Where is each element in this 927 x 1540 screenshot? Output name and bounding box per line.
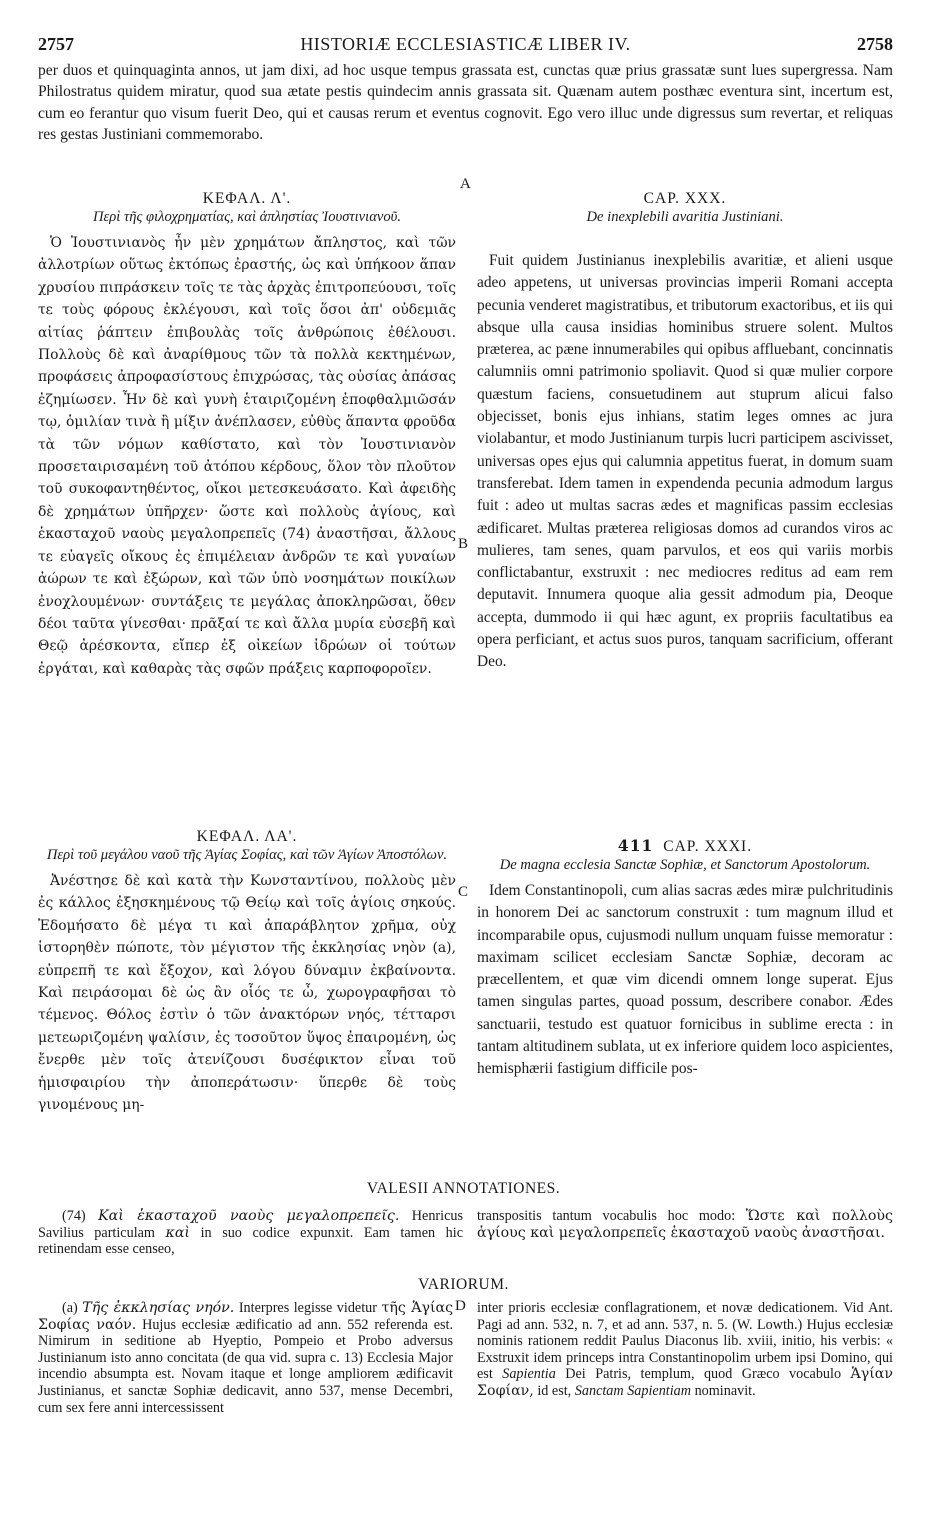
variorum-note-text-2: Hujus ecclesiæ ædificatio ad ann. 552 referenda est. Nimirum in seditione ab Hyeptio, Pompeio et Probo adversus Justinianum isto anno concitata (de qua vid. supra c. 13) Ecclesia Major incendio absumpta est. Novam itaque et longe ampliorem ædificavit Justinianus, et sanctæ Sophiæ dedicavit, anno 537, mense Decembri, cum sex fere anni intercessissent [38, 1316, 454, 1416]
running-header [38, 34, 893, 58]
margin-letter-c: C [458, 884, 469, 900]
chapter-31-greek-title: ΚΕΦΑΛ. ΛΑ'. [196, 828, 298, 845]
margin-letter-a: A [460, 176, 471, 192]
page-number-left: 2757 [38, 34, 74, 54]
valesii-note-right-text: transpositis tantum vocabulis hoc modo: [477, 1208, 736, 1224]
chapter-30-greek-subtitle: Περὶ τῆς φιλοχρηματίας, καὶ ἀπληστίας Ἰουστινιανοῦ. [93, 209, 401, 225]
margin-letter-b: B [458, 536, 469, 552]
chapter-30-latin-subtitle: De inexplebili avaritia Justiniani. [586, 209, 784, 225]
variorum-note-right-italic-2: Sanctam Sapientiam [574, 1382, 692, 1399]
chapter-30-latin-title: CAP. XXX. [643, 190, 727, 207]
valesii-note-greek-particle: καὶ [165, 1224, 190, 1241]
chapter-30-greek-title: ΚΕΦΑΛ. Λ'. [202, 190, 292, 207]
margin-letter-d: D [455, 1298, 466, 1314]
chapter-31-latin-title-text: CAP. XXXI. [663, 838, 753, 855]
valesii-note-lemma: Καὶ ἑκασταχοῦ ναοὺς μεγαλοπρεπεῖς. [98, 1208, 400, 1224]
variorum-note-right-italic-1: Sapientia [502, 1366, 556, 1383]
column-number: 411 [617, 836, 654, 855]
valesii-heading: VALESII ANNOTATIONES. [366, 1180, 561, 1197]
chapter-30-latin [477, 190, 893, 674]
valesii-note-left [38, 1208, 463, 1258]
page-number-right: 2758 [857, 34, 893, 54]
variorum-note-right-text-1: inter prioris ecclesiæ conflagrationem, et novæ dedicationem. Vid Ant. Pagi ad ann. 532, n. 7, et ad ann. 537, n. 5. (W. Lowth.) Hujus ecclesiæ nominis rationem reddit Paulus Diaconus lib. xviii, initio, his verbis: « Exstruxit idem princeps intra Constantinopolim urbem ipsi Domino, qui est [477, 1300, 893, 1383]
chapter-31-latin-subtitle: De magna ecclesia Sanctæ Sophiæ, et Sanctorum Apostolorum. [499, 857, 871, 873]
chapter-31-latin-title [477, 836, 893, 856]
variorum-note-left [38, 1300, 453, 1416]
variorum-note-label: (a) [62, 1300, 78, 1316]
valesii-note-right [477, 1208, 893, 1241]
valesii-note-right-greek: Ὥστε καὶ πολλοὺς ἁγίους καὶ μεγαλοπρεπεῖς ἑκασταχοῦ ναοὺς ἀναστῆσαι. [477, 1208, 894, 1241]
variorum-note-right-text-2: Dei Patris, templum, quod Græco vocabulo [565, 1366, 842, 1383]
running-title: HISTORIÆ ECCLESIASTICÆ LIBER IV. [300, 34, 631, 54]
variorum-heading: VARIORUM. [418, 1276, 509, 1293]
variorum-note-text-1: Interpres legisse videtur [238, 1300, 377, 1316]
variorum-note-lemma: Τῆς ἐκκλησίας νηόν. [82, 1300, 235, 1316]
valesii-note-text-2: in suo codice expunxit. Eam tamen hic retinendam esse censeo, [38, 1224, 463, 1258]
chapter-31-latin-text: Idem Constantinopoli, cum alias sacras ædes miræ pulchritudinis in honorem Dei ac sanctorum construxit : tum magnum illud et incomparabile opus, cujusmodi nullum unquam fuisse memoratur : maximam scilicet ecclesiam Sanctæ Sophiæ, decoram ac præcellentem, et quæ vim dicendi omnem longe superat. Ejus tamen singulas partes, quoad possum, describere conabor. Ædes sanctuarii, testudo est quatuor fornicibus in sublime erecta : in tantam altitudinem sublata, ut ex inferiore quidem loco aspicientes, hemisphærii fastigium difficile pos- [477, 882, 893, 1078]
variorum-note-right-greek: Ἁγίαν Σοφίαν, [477, 1366, 894, 1399]
variorum-note-greek: τῆς Ἁγίας Σοφίας ναόν. [38, 1300, 454, 1333]
chapter-30-greek-text: Ὁ Ἰουστινιανὸς ἦν μὲν χρημάτων ἄπληστος, καὶ τῶν ἀλλοτρίων οὕτως ἐκτόπως ἐραστής, ὡς καὶ ὑπήκοον ἅπαν χρυσίου πιπράσκειν τοῖς τε τὰς ἀρχὰς ἐπιτροπεύουσι, τοῖς τε τοὺς φόρους ἐκλέγουσι, καὶ τοῖς ὅσοι ἀπ' οὐδεμιᾶς αἰτίας ῥάπτειν ἐπιβουλὰς τοῖς ἀνθρώποις ἐθέλουσι. Πολλοὺς δὲ καὶ ἀναρίθμους τῶν τὰ πολλὰ κεκτημένων, προφάσεις ἀπροφασίστους ἐπιχρώσας, τὰς οὐσίας ἀπάσας ἐζημίωσεν. Ἦν δὲ καὶ γυνὴ ἑταιριζομένη ἐποφθαλμιῶσάν τῳ, ὁμιλίαν τινὰ ἢ μίξιν ἀνέπλασεν, εὐθὺς ἅπαντα φροῦδα τὰ τῶν νόμων καθίστατο, καὶ τὸν Ἰουστινιανὸν προσεταιρισαμένη τοῦ ἀτόπου κέρδους, ὅλον τὸν πλοῦτον τοῦ συκοφαντηθέντος, οἴκοι μετεσκευάσατο. Καὶ ἀφειδὴς δὲ χρημάτων ὑπῆρχεν· ὥστε καὶ πολλοὺς ἁγίους, καὶ ἑκασταχοῦ ναοὺς μεγαλοπρεπεῖς (74) ἀναστῆσαι, ἄλλους τε εὐαγεῖς οἴκους ἐς ἐπιμέλειαν ἀνδρῶν τε καὶ γυναίων ἀώρων τε καὶ ἐξώρων, καὶ τῶν ὑπὸ νοσημάτων ποικίλων ἐνοχλουμένων· συντάξεις τε μεγάλας ἀποκληρῶσαι, ὅθεν δέοι ταῦτα γίνεσθαι· πρᾶξαί τε καὶ ἄλλα μυρία εὐσεβῆ καὶ Θεῷ ἀρέσκοντα, εἴπερ ἐξ οἰκείων ἱδρώων οἱ τούτων ἐργάται, καὶ καθαρὰς τὰς σφῶν πράξεις καρποφοροῖεν. [38, 235, 456, 677]
chapter-31-greek-text: Ἀνέστησε δὲ καὶ κατὰ τὴν Κωνσταντίνου, πολλοὺς μὲν ἐς κάλλος ἐξησκημένους τῷ Θείῳ καὶ τοῖς ἁγίοις σηκούς. Ἐδομήσατο δὲ μέγα τι καὶ ἀπαράβλητον χρῆμα, οὐχ ἱστορηθὲν πώποτε, τὸν μέγιστον τῆς ἐκκλησίας νηὸν (a), εὐπρεπῆ τε καὶ ἔξοχον, καὶ λόγου δύναμιν ἐκβαίνοντα. Καὶ πειράσομαι δὲ ὡς ἂν οἷός τε ὦ, χωρογραφῆσαι τὸ τέμενος. Θόλος ἐστὶν ὁ τῶν ἀνακτόρων νηός, τέτταρσι μετεωριζομένη ψαλίσιν, ἐς τοσοῦτον ὕψος ἐπαιρομένη, ὡς ἔνερθε μὲν τοῖς ἀτενίζουσι δυσέφικτον εἶναι τοῦ ἡμισφαιρίου τὴν ἀποπεράτωσιν· ὕπερθε δὲ τοὺς γινομένους μη- [38, 873, 456, 1114]
intro-paragraph: per duos et quinquaginta annos, ut jam dixi, ad hoc usque tempus grassata est, cunctas quæ prius grassatæ sunt lues supergressa. Nam Philostratus quidem miratur, quod sua ætate pestis quindecim annis grassata sit. Quænam autem posthæc eventura sint, incertum est, cum eo ferantur quo visum fuerit Deo, qui et causas rerum et eventus cognovit. Ego vero illuc unde digressus sum revertar, et reliquas res gestas Justiniani commemorabo. [38, 62, 893, 144]
chapter-31-greek [38, 828, 456, 1116]
chapter-30-greek [38, 190, 456, 680]
valesii-note-number: (74) [62, 1208, 86, 1224]
variorum-note-right [477, 1300, 893, 1400]
variorum-note-right-text-4: nominavit. [694, 1382, 756, 1399]
chapter-31-latin [477, 836, 893, 1081]
chapter-30-latin-text: Fuit quidem Justinianus inexplebilis avaritiæ, et alieni usque adeo appetens, ut universas provincias imperii Romani accepta pecunia venderet magistratibus, et tributorum exactoribus, et iis qui absque ulla causa insidias hominibus struere solent. Multos præterea, ac pæne innumerabiles qui opibus affluebant, concinnatis calumniis omni patrimonio spoliavit. Quod si quæ mulier corpore quæstum faciens, consuetudinem aut stuprum alicui falso objecisset, bonis ejus inhians, statim leges omnes ac jura violabantur, et modo Justinianum turpis lucri participem ascivisset, universas opes ejus qui calumnia appetitus fuerat, in domum suam transferebat. Idem tamen in expendenda pecunia admodum largus fuit : adeo ut multas sacras ædes et magnificas passim ecclesias ædificaret. Multas præterea religiosas domos ad curandos viros ac mulieres, tam senes, quam parvulos, et eos qui variis morbis conflictabantur, exstruxit : nec mediocres reditus ad eam rem deputavit. Innumera quoque alia gessit admodum pia, Deoque accepta, dummodo ii qui hæc agunt, ex propriis facultatibus ea opera perficiant, et actus suos puros, tanquam sacrificium, offerant Deo. [477, 252, 893, 671]
chapter-31-greek-subtitle: Περὶ τοῦ μεγάλου ναοῦ τῆς Ἁγίας Σοφίας, καὶ τῶν Ἁγίων Ἀποστόλων. [46, 847, 448, 863]
variorum-note-right-text-3: id est, [537, 1382, 572, 1399]
valesii-note-text-1: Henricus Savilius particulam [38, 1208, 464, 1241]
